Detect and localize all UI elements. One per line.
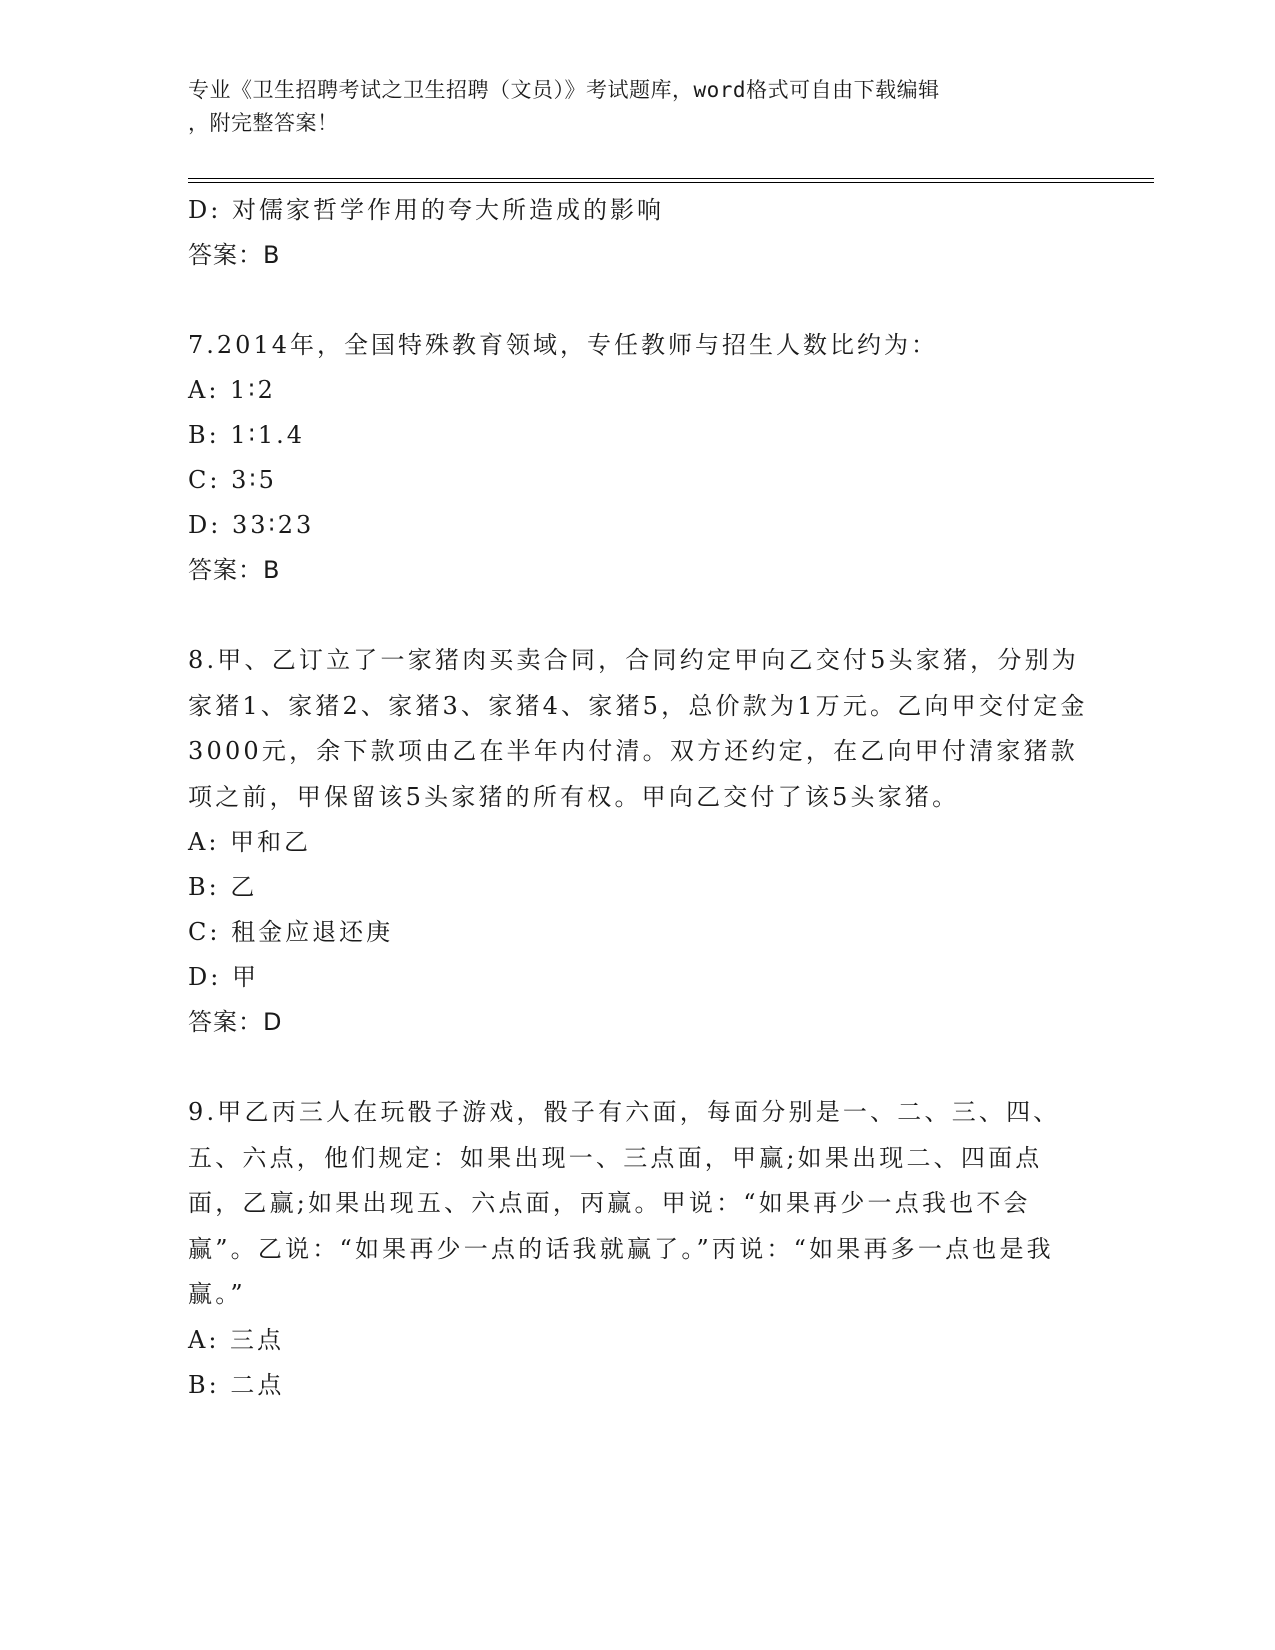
answer-line: 答案：B <box>188 241 281 269</box>
answer-line: 答案：D <box>188 1008 283 1036</box>
spacer <box>188 1045 1088 1090</box>
option-d: D: 33∶23 <box>188 511 315 539</box>
question-list <box>188 188 1088 1408</box>
answer-line: 答案：B <box>188 556 281 584</box>
question-9 <box>188 1090 1088 1408</box>
option-d: D: 对儒家哲学作用的夸大所造成的影响 <box>188 196 664 224</box>
option-b: B: 二点 <box>188 1370 285 1399</box>
question-text: 8.甲、乙订立了一家猪肉买卖合同，合同约定甲向乙交付5头家猪，分别为家猪1、家猪2、家猪3、家猪4、家猪5，总价款为1万元。乙向甲交付定金3000元，余下款项由乙在半年内付清。双方还约定，在乙向甲付清家猪款项之前，甲保留该5头家猪的所有权。甲向乙交付了该5头家猪。 <box>188 646 1088 811</box>
spacer <box>188 278 1088 323</box>
option-a: A: 甲和乙 <box>188 828 312 856</box>
option-a: A: 三点 <box>188 1325 285 1354</box>
question-6-tail <box>188 188 1088 278</box>
question-text: 7.2014年，全国特殊教育领域，专任教师与招生人数比约为： <box>188 331 938 359</box>
header-rule-top <box>188 178 1154 179</box>
option-c: C: 3∶5 <box>188 466 277 494</box>
option-b: B: 乙 <box>188 873 258 901</box>
document-header <box>188 74 1068 140</box>
header-rule-bottom <box>188 182 1154 183</box>
question-7 <box>188 323 1088 593</box>
header-title-line-1: 专业《卫生招聘考试之卫生招聘（文员）》考试题库，word格式可自由下载编辑 <box>188 78 940 102</box>
question-text: 9.甲乙丙三人在玩骰子游戏，骰子有六面，每面分别是一、二、三、四、五、六点，他们规定：如果出现一、三点面，甲赢;如果出现二、四面点面，乙赢;如果出现五、六点面，丙赢。甲说：“如果再少一点我也不会赢”。乙说：“如果再少一点的话我就赢了。”丙说：“如果再多一点也是我赢。” <box>188 1098 1061 1308</box>
spacer <box>188 593 1088 638</box>
option-c: C: 租金应退还庚 <box>188 918 394 946</box>
option-b: B: 1∶1.4 <box>188 421 306 449</box>
question-8 <box>188 638 1088 1045</box>
option-d: D: 甲 <box>188 963 259 991</box>
option-a: A: 1∶2 <box>188 376 276 404</box>
header-title-line-2: ，附完整答案！ <box>188 111 339 135</box>
